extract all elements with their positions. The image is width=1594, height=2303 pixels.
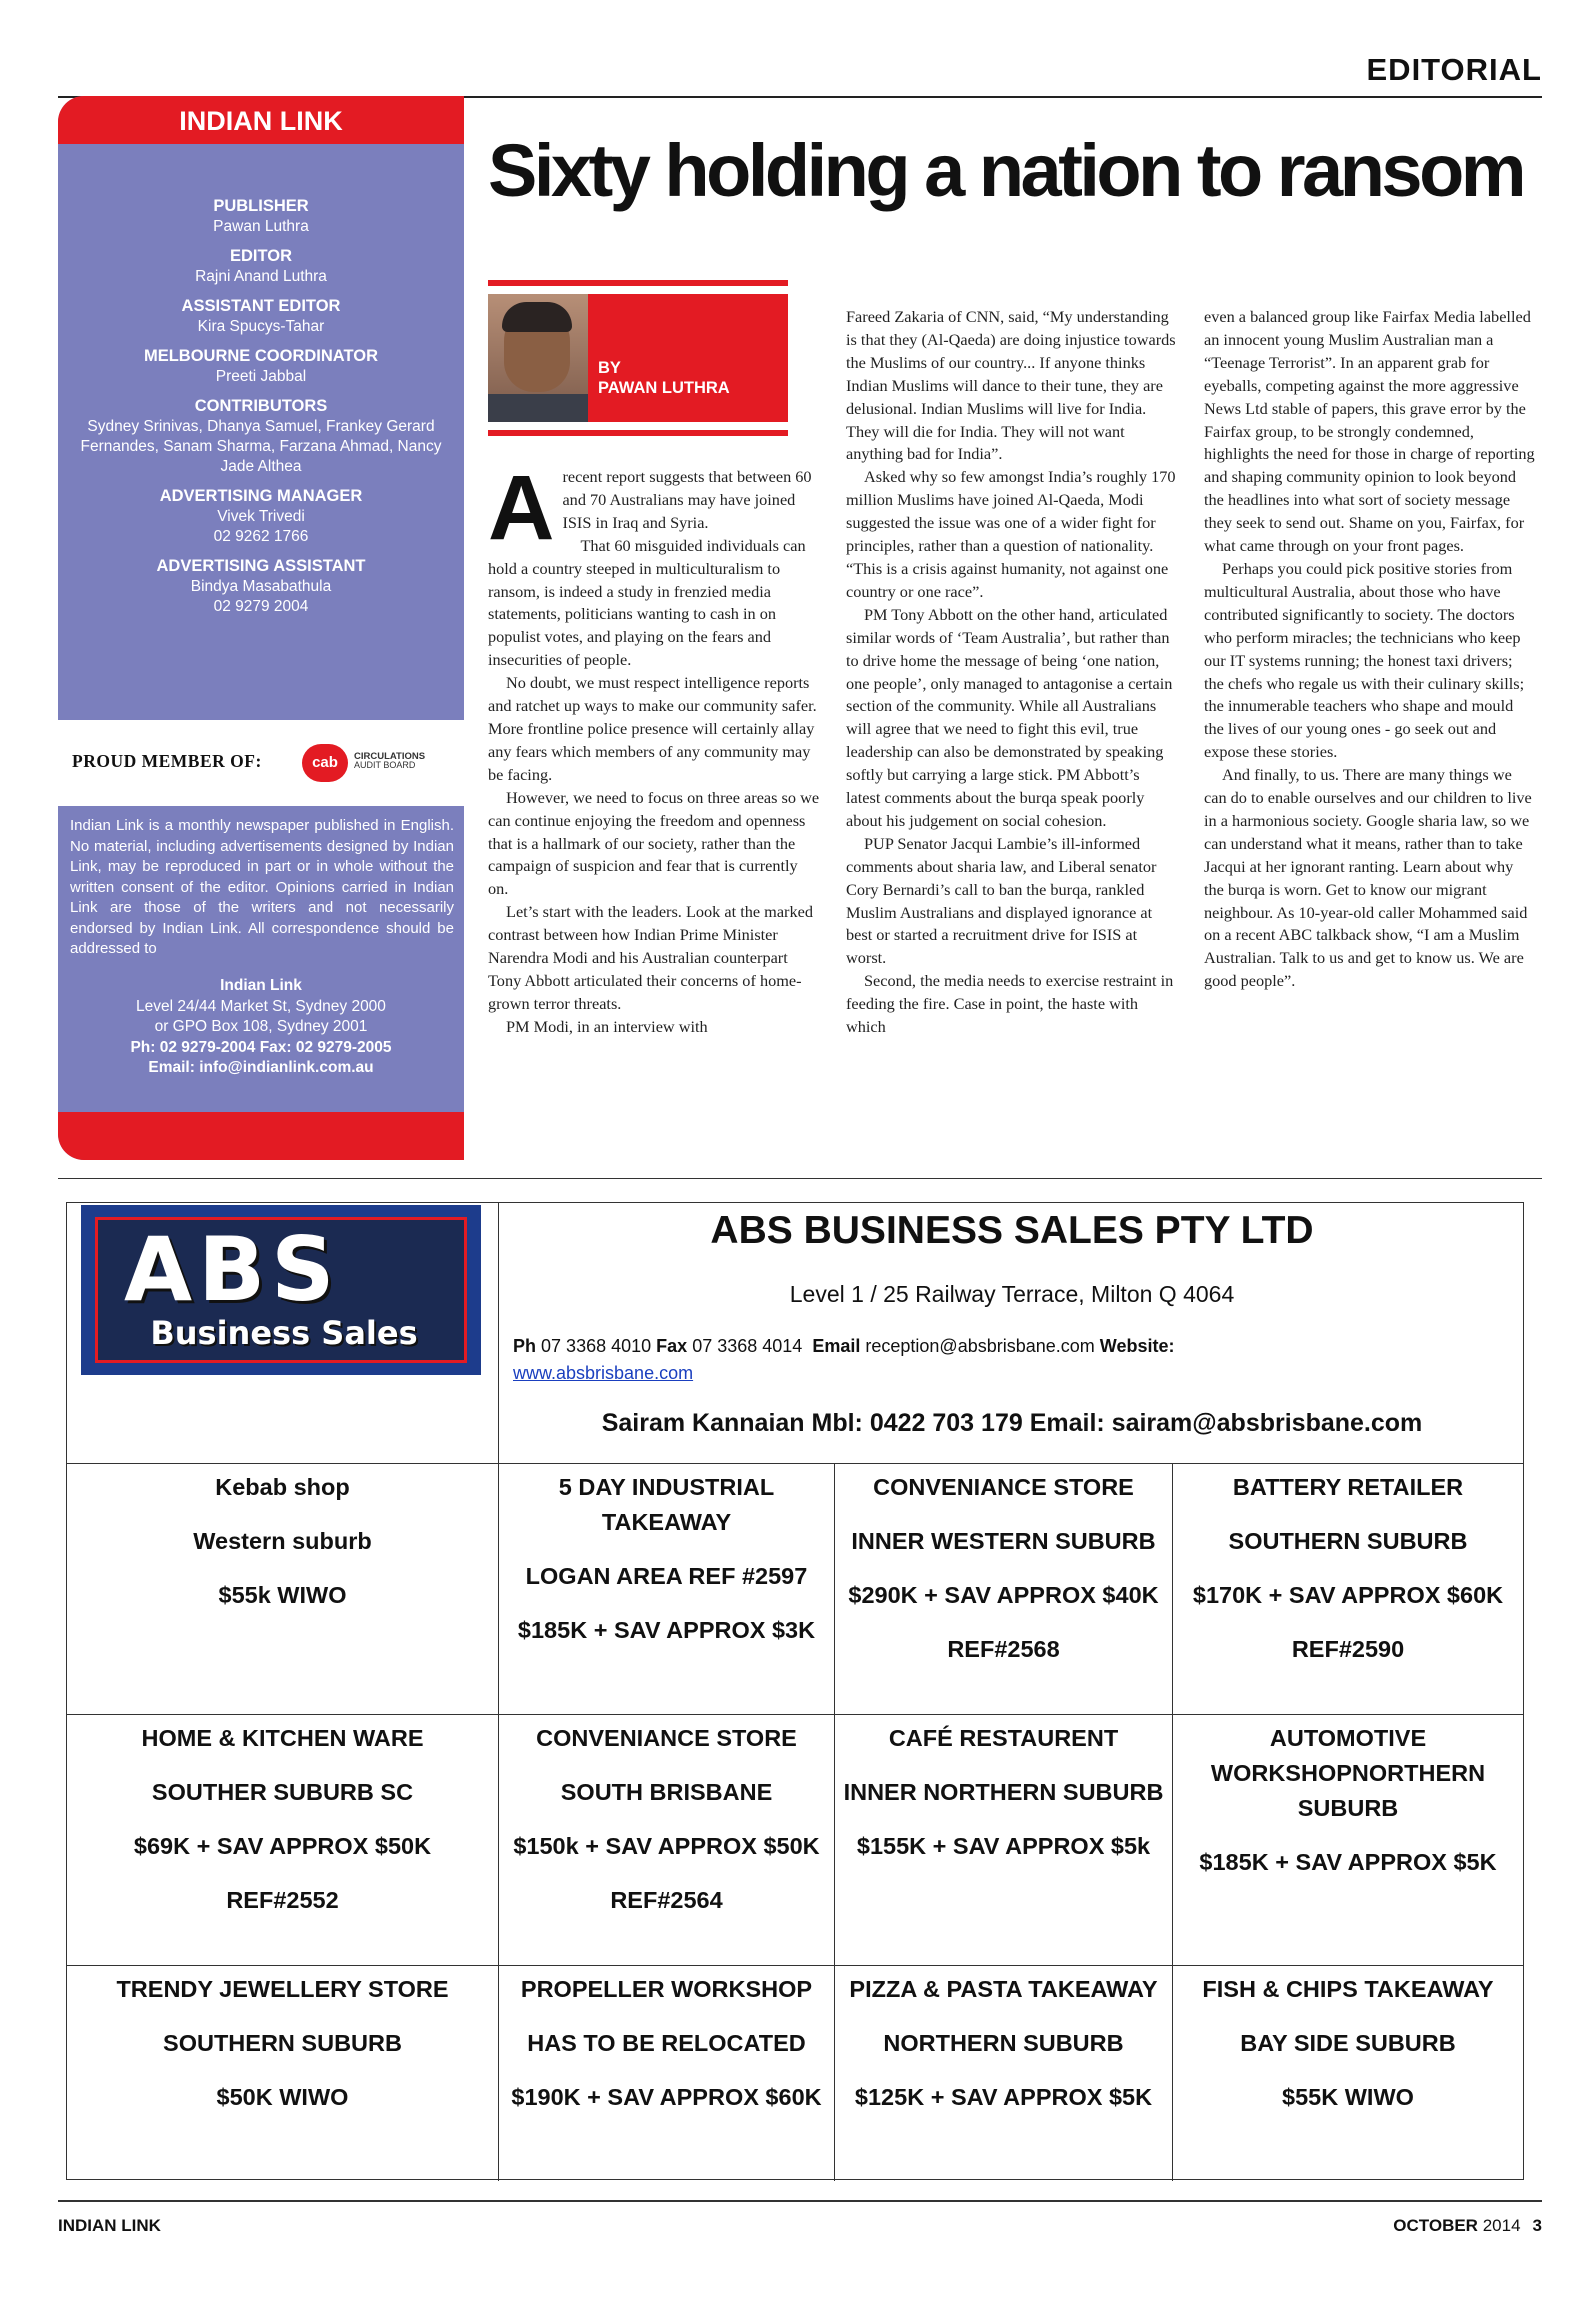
article-paragraph: Asked why so few amongst India’s roughly 170 million Muslims have joined Al-Qaeda, Modi suggested the issue was one of a wider fight for principles, rather than a question of nationality. “This is a crisis against humanity, not against one country or one race”. — [846, 467, 1176, 601]
staff-item — [58, 296, 464, 337]
abs-logo-sub: Business Sales — [150, 1314, 418, 1352]
listing-line: AUTOMOTIVE WORKSHOPNORTHERN SUBURB — [1210, 1725, 1486, 1821]
listing-line: BAY SIDE SUBURB — [1240, 2030, 1456, 2056]
staff-role: ADVERTISING ASSISTANT — [156, 557, 366, 575]
contact-block — [58, 976, 464, 1079]
staff-phone: 02 9262 1766 — [213, 528, 309, 545]
email-value: reception@absbrisbane.com — [865, 1336, 1095, 1356]
email-label: Email — [812, 1336, 861, 1356]
listing-cell — [835, 1464, 1173, 1714]
listing-line: SOUTH BRISBANE — [560, 1779, 773, 1805]
ad-logo-cell — [67, 1203, 499, 1463]
staff-name: Pawan Luthra — [213, 218, 309, 235]
listing-row — [67, 1715, 1523, 1966]
contact-name: Indian Link — [220, 977, 302, 994]
staff-name: Vivek Trivedi — [217, 508, 305, 525]
member-band — [58, 720, 464, 806]
website-label: Website: — [1099, 1336, 1175, 1356]
article-paragraph: Perhaps you could pick positive stories from multicultural Australia, about those who have contributed significantly to society. The doctors who perform miracles; the technicians who keep our IT systems running; the honest taxi drivers; the chefs who regale us with their culinary skills; the innumerable teachers who shape and mould the lives of our young ones - go seek out and expose these stories. — [1204, 558, 1525, 762]
listing-line: $290K + SAV APPROX $40K — [848, 1582, 1159, 1608]
listing-line: $50K WIWO — [216, 2084, 349, 2110]
article-paragraph: even a balanced group like Fairfax Media labelled an innocent young Muslim Australian man a “Teenage Terrorist”. In an apparent grab for eyeballs, competing against the more aggressive News Ltd stable of papers, this grave error by the Fairfax group, to be strongly condemned, highlights the need for those in charge of reporting and shaping community opinion to look beyond the headlines into what sort of society message they seek to send out. Shame on you, Fairfax, for what came through on your front pages. — [1204, 307, 1535, 556]
fax-label: Fax — [656, 1336, 688, 1356]
contact-address-2: or GPO Box 108, Sydney 2001 — [154, 1018, 368, 1035]
staff-item — [58, 246, 464, 287]
listing-cell — [67, 1464, 499, 1714]
ph-value: 07 3368 4010 — [541, 1336, 652, 1356]
byline-text — [598, 358, 730, 398]
staff-name: Rajni Anand Luthra — [195, 268, 327, 285]
staff-item — [58, 196, 464, 237]
listing-line: INNER WESTERN SUBURB — [851, 1528, 1156, 1554]
listing-line: 5 DAY INDUSTRIAL TAKEAWAY — [558, 1474, 775, 1535]
contact-email: Email: info@indianlink.com.au — [148, 1059, 374, 1076]
listing-line: $185K + SAV APPROX $3K — [517, 1617, 816, 1643]
listing-line: SOUTHER SUBURB SC — [151, 1779, 414, 1805]
listing-line: REF#2590 — [1291, 1636, 1405, 1662]
listing-line: NORTHERN SUBURB — [883, 2030, 1124, 2056]
byline-rule-top — [488, 280, 788, 286]
masthead-box — [58, 96, 464, 1160]
staff-name: Preeti Jabbal — [215, 368, 307, 385]
listing-line: CAFÉ RESTAURENT — [888, 1725, 1119, 1751]
listing-line: REF#2552 — [226, 1887, 339, 1913]
listing-grid — [67, 1463, 1523, 2181]
advertisement — [66, 1202, 1524, 2180]
staff-role: CONTRIBUTORS — [194, 397, 328, 415]
listing-line: SOUTHERN SUBURB — [163, 2030, 402, 2056]
ad-contact-line — [513, 1333, 1513, 1387]
staff-name: Bindya Masabathula — [190, 578, 332, 595]
staff-list — [58, 196, 464, 626]
listing-line: CONVENIANCE STORE — [536, 1725, 797, 1751]
staff-item — [58, 396, 464, 477]
listing-line: Kebab shop — [215, 1474, 350, 1500]
staff-role: ADVERTISING MANAGER — [159, 487, 363, 505]
listing-line: CONVENIANCE STORE — [873, 1474, 1134, 1500]
byline-by: BY — [598, 359, 621, 377]
listing-line: $185K + SAV APPROX $5K — [1199, 1849, 1497, 1875]
article-paragraph: Let’s start with the leaders. Look at the marked contrast between how Indian Prime Minister Narendra Modi and his Australian counterpart Tony Abbott articulated their concerns of home-grown terror threats. — [488, 902, 813, 1013]
listing-cell — [835, 1966, 1173, 2181]
listing-line: HOME & KITCHEN WARE — [141, 1725, 424, 1751]
listing-line: $69K + SAV APPROX $50K — [133, 1833, 432, 1859]
listing-line: $170K + SAV APPROX $60K — [1192, 1582, 1504, 1608]
listing-line: $155K + SAV APPROX $5k — [856, 1833, 1151, 1859]
listing-line: BATTERY RETAILER — [1232, 1474, 1464, 1500]
listing-cell — [67, 1715, 499, 1965]
listing-cell — [835, 1715, 1173, 1965]
footer-month: OCTOBER — [1393, 2216, 1478, 2235]
listing-cell — [1173, 1715, 1523, 1965]
listing-line: HAS TO BE RELOCATED — [527, 2030, 806, 2056]
staff-item — [58, 346, 464, 387]
staff-role: PUBLISHER — [213, 197, 309, 215]
listing-line: $55K WIWO — [1282, 2084, 1414, 2110]
listing-line: $125K + SAV APPROX $5K — [854, 2084, 1153, 2110]
article-paragraph: Second, the media needs to exercise restraint in feeding the fire. Case in point, the haste with which — [846, 971, 1174, 1037]
member-label: PROUD MEMBER OF: — [72, 751, 262, 771]
article-paragraph: However, we need to focus on three areas so we can continue enjoying the freedom and openness that is a hallmark of our society, rather than the campaign of suspicion and fear that is currently on. — [488, 787, 820, 899]
listing-line: SOUTHERN SUBURB — [1228, 1528, 1468, 1554]
listing-line: PIZZA & PASTA TAKEAWAY — [849, 1976, 1158, 2002]
staff-role: ASSISTANT EDITOR — [181, 297, 341, 315]
listing-cell — [499, 1715, 835, 1965]
cab-line2: AUDIT BOARD — [354, 760, 416, 770]
listing-row — [67, 1464, 1523, 1715]
footer-year: 2014 — [1482, 2216, 1521, 2235]
author-photo — [488, 294, 588, 422]
cab-logo: cab — [302, 744, 348, 782]
contact-phone: Ph: 02 9279-2004 Fax: 02 9279-2005 — [130, 1038, 392, 1056]
staff-name: Sydney Srinivas, Dhanya Samuel, Frankey Gerard Fernandes, Sanam Sharma, Farzana Ahmad, Nancy Jade Althea — [80, 418, 442, 475]
listing-row — [67, 1966, 1523, 2181]
mid-rule — [58, 1178, 1542, 1179]
listing-line: $150k + SAV APPROX $50K — [513, 1833, 820, 1859]
fax-value: 07 3368 4014 — [692, 1336, 803, 1356]
listing-cell — [67, 1966, 499, 2181]
website-link[interactable]: www.absbrisbane.com — [513, 1363, 694, 1383]
ad-address: Level 1 / 25 Railway Terrace, Milton Q 4064 — [789, 1281, 1235, 1307]
article-column-2 — [846, 306, 1178, 1039]
listing-line: $190K + SAV APPROX $60K — [511, 2084, 822, 2110]
listing-line: FISH & CHIPS TAKEAWAY — [1202, 1976, 1494, 2002]
article-paragraph: No doubt, we must respect intelligence reports and ratchet up ways to make our community safer. More frontline police presence will certainly allay any fears which members of any community may be facing. — [488, 673, 817, 784]
listing-line: REF#2564 — [610, 1887, 723, 1913]
byline-author: PAWAN LUTHRA — [598, 379, 730, 397]
staff-phone: 02 9279 2004 — [213, 598, 309, 615]
dropcap: A — [488, 457, 555, 559]
article-paragraph: recent report suggests that between 60 and 70 Australians may have joined ISIS in Iraq and Syria. — [562, 467, 812, 532]
listing-cell — [1173, 1464, 1523, 1714]
staff-item — [58, 556, 464, 617]
cab-line1: CIRCULATIONS — [354, 751, 426, 762]
masthead-bottom-band — [58, 1112, 464, 1160]
article-paragraph: And finally, to us. There are many things we can do to enable ourselves and our children to live in a harmonious society. Google sharia law, so we can understand what it means, rather than to take Jacqui at her ignorant ranting. Learn about why the burqa is worn. Get to know our migrant neighbour. As 10-year-old caller Mohammed said on a recent ABC talkback show, “I am a Muslim Australian. Talk to us and get to know us. We are good people”. — [1204, 765, 1532, 991]
article-paragraph: That 60 misguided individuals can hold a country steeped in multiculturalism to ransom, is indeed a study in frenzied media statements, politicians wanting to cash in on populist votes, and playing on the fears and insecurities of people. — [488, 535, 806, 670]
article-paragraph: PM Modi, in an interview with — [506, 1016, 708, 1036]
ph-label: Ph — [513, 1336, 537, 1356]
article-paragraph: Fareed Zakaria of CNN, said, “My understanding is that they (Al-Qaeda) are doing injustice towards the Muslims of our country... If anyone thinks Indian Muslims will dance to their tune, they are delusional. Indian Muslims will live for India. They will die for India. They will not want anything bad for India”. — [846, 307, 1176, 464]
staff-role: EDITOR — [229, 247, 293, 265]
listing-line: REF#2568 — [947, 1636, 1060, 1662]
byline-rule-bottom — [488, 430, 788, 436]
listing-line: TRENDY JEWELLERY STORE — [116, 1976, 449, 2002]
footer-rule — [58, 2200, 1542, 2202]
article-column-3 — [1204, 306, 1536, 993]
abs-logo-letters: ABS — [124, 1218, 341, 1321]
article-paragraph: PM Tony Abbott on the other hand, articulated similar words of ‘Team Australia’, but rather than to drive home the message of being ‘one nation, one people’, only managed to antagonise a certain section of the community. While all Australians will agree that we need to fight this evil, true leadership can also be demonstrated by speaking softly but carrying a large stick. PM Abbott’s latest comments about the burqa speak poorly about his judgement on social cohesion. — [846, 604, 1173, 830]
ad-agent-line: Sairam Kannaian Mbl: 0422 703 179 Email: sairam@absbrisbane.com — [601, 1409, 1423, 1437]
listing-cell — [499, 1464, 835, 1714]
about-text: Indian Link is a monthly newspaper published in English. No material, including advertisements designed by Indian Link, may be reproduced in part or in whole without the written consent of the editor. Opinions carried in Indian Link are those of the writers and not necessarily endorsed by Indian Link. All correspondence should be addressed to — [70, 817, 454, 957]
staff-role: MELBOURNE COORDINATOR — [143, 347, 379, 365]
listing-cell — [499, 1966, 835, 2181]
contact-address-1: Level 24/44 Market St, Sydney 2000 — [136, 997, 386, 1015]
footer-publication: INDIAN LINK — [58, 2216, 161, 2235]
listing-cell — [1173, 1966, 1523, 2181]
listing-line: $55k WIWO — [218, 1582, 347, 1608]
staff-name: Kira Spucys-Tahar — [197, 318, 325, 335]
section-label: EDITORIAL — [1366, 52, 1542, 87]
byline-box — [588, 294, 788, 422]
cab-text — [354, 752, 425, 770]
masthead-brand: INDIAN LINK — [58, 96, 464, 144]
listing-line: INNER NORTHERN SUBURB — [843, 1779, 1164, 1805]
byline — [488, 280, 788, 440]
ad-company-name: ABS BUSINESS SALES PTY LTD — [710, 1209, 1314, 1252]
page-number: 3 — [1532, 2216, 1542, 2235]
article-column-1 — [488, 457, 820, 1039]
staff-item — [58, 486, 464, 547]
listing-line: Western suburb — [193, 1528, 372, 1554]
article-paragraph: PUP Senator Jacqui Lambie’s ill-informed comments about sharia law, and Liberal senator Cory Bernardi’s call to ban the burqa, rankled Muslim Australians and displayed ignorance at best or started a recruitment drive for ISIS at worst. — [846, 833, 1157, 968]
headline: Sixty holding a nation to ransom — [488, 129, 1524, 212]
listing-line: LOGAN AREA REF #2597 — [525, 1563, 808, 1589]
footer-date-page — [1393, 2216, 1542, 2236]
listing-line: PROPELLER WORKSHOP — [520, 1976, 813, 2002]
abs-logo — [81, 1205, 481, 1375]
